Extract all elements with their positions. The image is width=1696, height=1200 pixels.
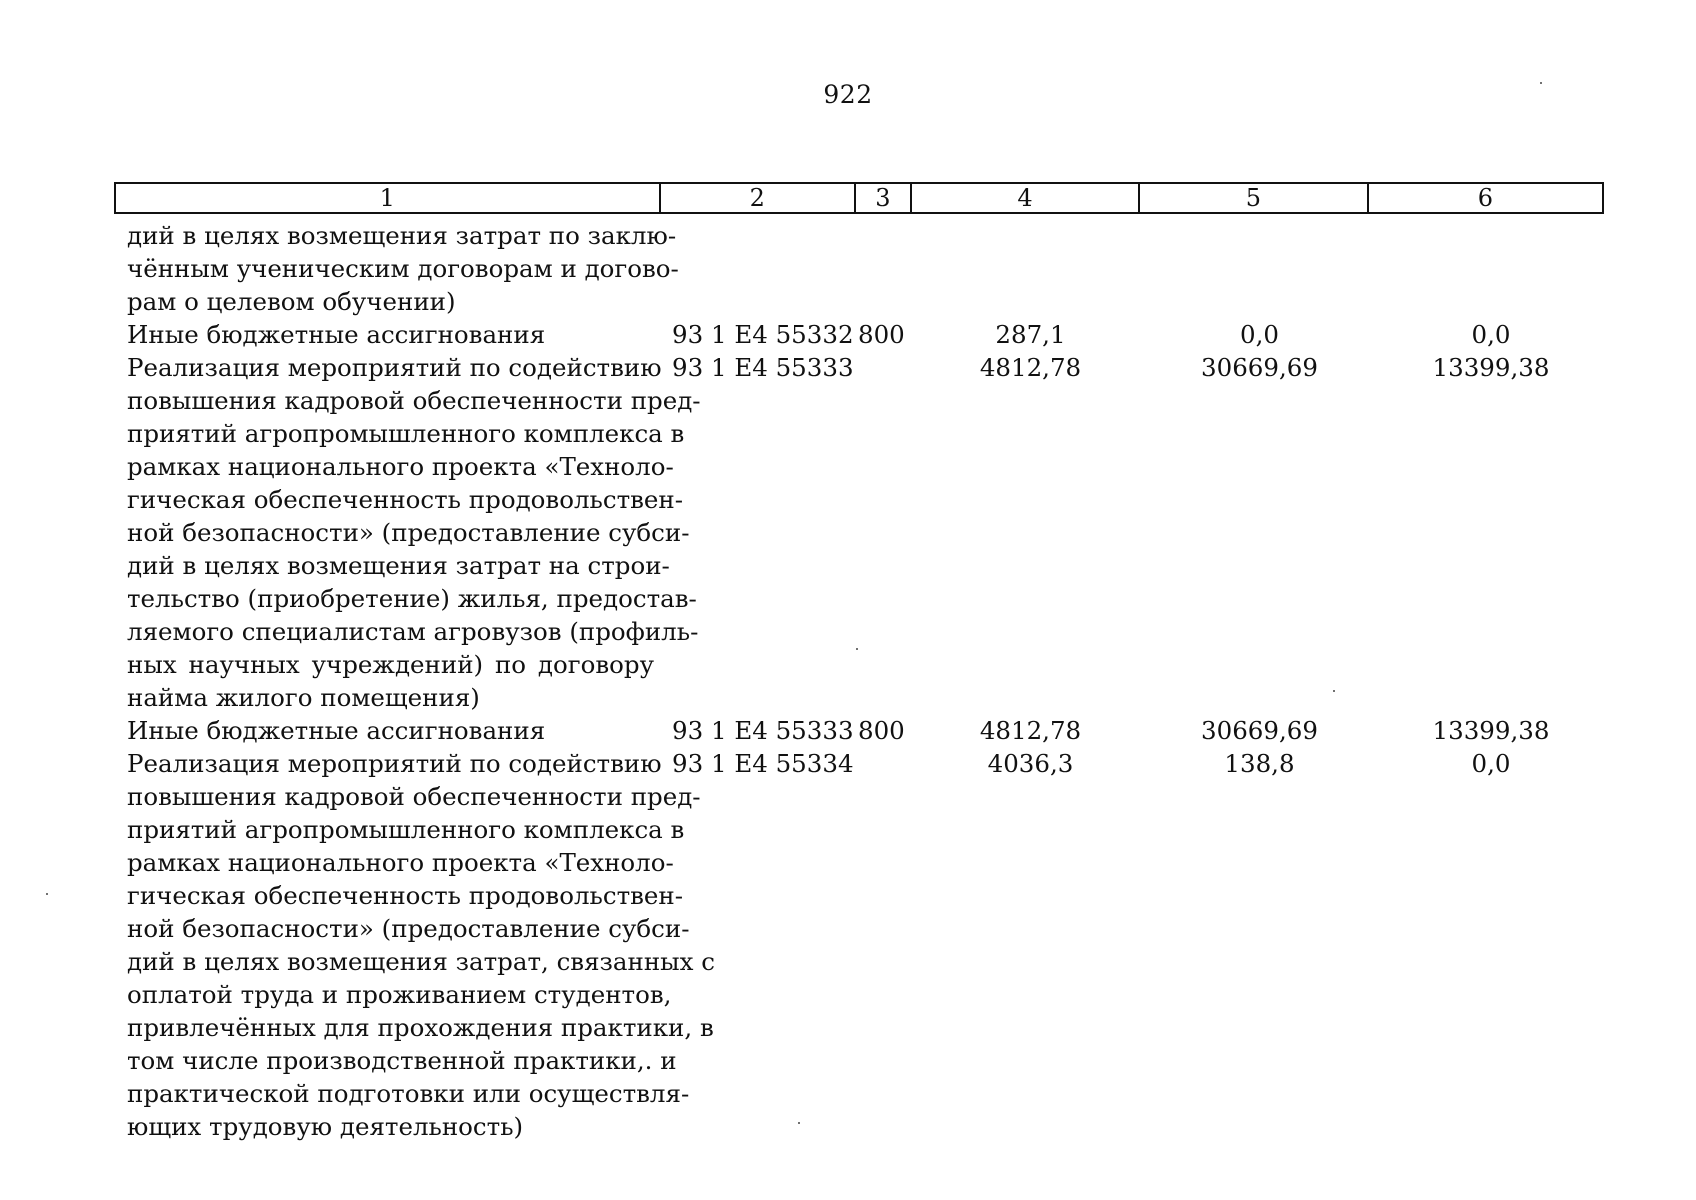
scan-speck xyxy=(798,1122,800,1124)
row-value-col4: 287,1 xyxy=(995,320,1066,349)
row-value-col5: 30669,69 xyxy=(1201,353,1318,382)
table-header-row xyxy=(114,182,1604,214)
row-description-line: гическая обеспеченность продовольствен- xyxy=(127,485,684,514)
row-code-cell: 93 1 Е4 55333 xyxy=(672,716,854,745)
row-description-line: дий в целях возмещения затрат на строи- xyxy=(127,551,670,580)
row-description-line: гическая обеспеченность продовольствен- xyxy=(127,881,684,910)
row-description-line: практической подготовки или осуществля- xyxy=(127,1079,690,1108)
row-description-line: рамках национального проекта «Техноло- xyxy=(127,848,674,877)
row-description-line: рам о целевом обучении) xyxy=(127,287,456,316)
row-description-line: Реализация мероприятий по содействию xyxy=(127,749,662,778)
header-col-2: 2 xyxy=(661,184,856,212)
row-description-line: повышения кадровой обеспеченности пред- xyxy=(127,386,701,415)
row-description-line: ных научных учреждений) по договору xyxy=(127,650,654,679)
row-description-line: Иные бюджетные ассигнования xyxy=(127,320,546,349)
row-description-line: приятий агропромышленного комплекса в xyxy=(127,815,685,844)
row-description-line: чённым ученическим договорам и догово- xyxy=(127,254,679,283)
row-description-line: рамках национального проекта «Техноло- xyxy=(127,452,674,481)
row-description-line: найма жилого помещения) xyxy=(127,683,480,712)
row-expense-type-cell: 800 xyxy=(858,320,905,349)
row-description-line: ляемого специалистам агровузов (профиль- xyxy=(127,617,699,646)
scan-speck xyxy=(46,893,48,895)
row-value-col4: 4812,78 xyxy=(979,353,1082,382)
row-expense-type-cell: 800 xyxy=(858,716,905,745)
row-description-line: приятий агропромышленного комплекса в xyxy=(127,419,685,448)
row-description-line: Реализация мероприятий по содействию xyxy=(127,353,662,382)
row-description-line: ной безопасности» (предоставление субси- xyxy=(127,518,690,547)
row-description-line: оплатой труда и проживанием студентов, xyxy=(127,980,672,1009)
row-code-cell: 93 1 Е4 55333 xyxy=(672,353,854,382)
row-description-line: ющих трудовую деятельность) xyxy=(127,1112,524,1141)
row-description-line: Иные бюджетные ассигнования xyxy=(127,716,546,745)
header-col-4: 4 xyxy=(912,184,1140,212)
row-value-col5: 138,8 xyxy=(1224,749,1295,778)
scan-speck xyxy=(1333,690,1335,692)
page-number: 922 xyxy=(823,80,873,109)
row-value-col5: 30669,69 xyxy=(1201,716,1318,745)
row-value-col4: 4812,78 xyxy=(979,716,1082,745)
row-description-line: привлечённых для прохождения практики, в xyxy=(127,1013,714,1042)
row-value-col6: 0,0 xyxy=(1471,749,1511,778)
row-description-line: том числе производственной практики,. и xyxy=(127,1046,677,1075)
row-value-col4: 4036,3 xyxy=(987,749,1074,778)
header-col-5: 5 xyxy=(1140,184,1368,212)
header-col-6: 6 xyxy=(1477,184,1493,212)
row-value-col5: 0,0 xyxy=(1240,320,1279,349)
row-description-line: дий в целях возмещения затрат, связанных с xyxy=(127,947,715,976)
header-col-1: 1 xyxy=(116,184,661,212)
header-col-3: 3 xyxy=(856,184,912,212)
scan-speck xyxy=(1540,82,1542,84)
row-description-line: повышения кадровой обеспеченности пред- xyxy=(127,782,701,811)
row-code-cell: 93 1 Е4 55332 xyxy=(672,320,854,349)
row-description-line: тельство (приобретение) жилья, предостав- xyxy=(127,584,697,613)
row-description-line: дий в целях возмещения затрат по заклю- xyxy=(127,221,677,250)
scan-speck xyxy=(856,648,858,650)
row-value-col6: 0,0 xyxy=(1471,320,1511,349)
row-description-line: ной безопасности» (предоставление субси- xyxy=(127,914,690,943)
row-value-col6: 13399,38 xyxy=(1432,353,1550,382)
row-code-cell: 93 1 Е4 55334 xyxy=(672,749,854,778)
row-value-col6: 13399,38 xyxy=(1432,716,1550,745)
